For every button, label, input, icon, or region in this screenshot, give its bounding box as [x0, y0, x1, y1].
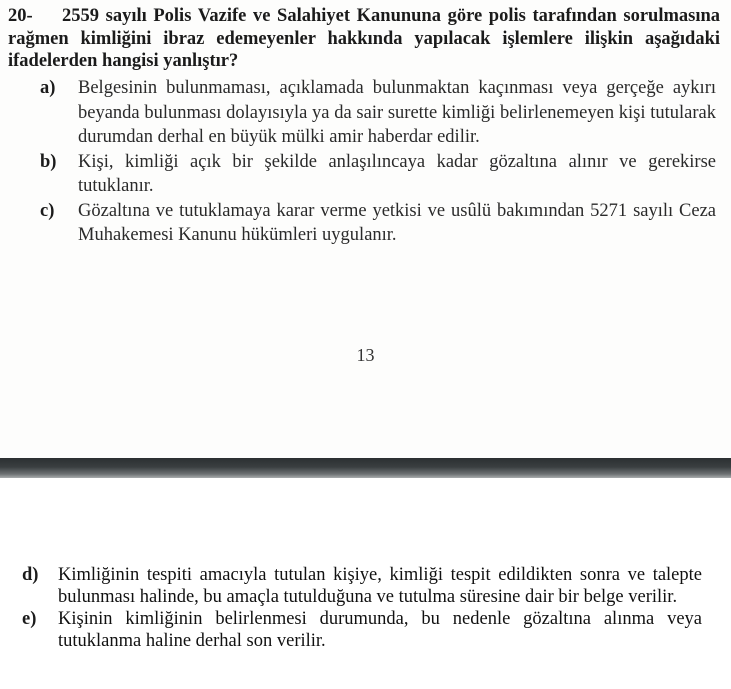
option-b: [40, 150, 716, 199]
option-c: [40, 199, 716, 248]
option-text: Gözaltına ve tutuklamaya karar verme yetkisi ve usûlü bakımından 5271 sayılı Ceza Muhakemesi Kanunu hükümleri uygulanır.: [78, 200, 716, 245]
option-letter: c): [40, 200, 55, 221]
option-text: Kişinin kimliğinin belirlenmesi durumunda, bu nedenle gözaltına alınma veya tutuklanma haline derhal son verilir.: [58, 609, 702, 651]
question-number: 20-: [8, 6, 33, 26]
options-list-upper: [40, 76, 716, 248]
option-d: [22, 565, 702, 608]
option-e: [22, 609, 702, 652]
option-letter: a): [40, 78, 56, 98]
option-letter: b): [40, 151, 57, 172]
option-letter: d): [22, 565, 39, 585]
question-stem: [8, 5, 720, 73]
page-break-divider: [0, 458, 731, 478]
option-text: Kişi, kimliği açık bir şekilde anlaşılıncaya kadar gözaltına alınır ve gerekirse tutuklanır.: [78, 151, 716, 196]
option-letter: e): [22, 609, 37, 629]
option-text: Belgesinin bulunmaması, açıklamada bulunmaktan kaçınması veya gerçeğe aykırı beyanda bulunması dolayısıyla ya da sair surette kimliği belirlenemeyen kişi tutularak durumdan derhal en büyük mülki amir haberdar edilir.: [78, 78, 716, 147]
option-text: Kimliğinin tespiti amacıyla tutulan kişiye, kimliği tespit edildikten sonra ve talepte bulunması halinde, bu amaçla tutulduğuna ve tutulma süresine dair bir belge verilir.: [58, 565, 702, 607]
option-a: [40, 76, 716, 150]
question-text: 2559 sayılı Polis Vazife ve Salahiyet Kanununa göre polis tarafından sorulmasına rağmen kimliğini ibraz edemeyenler hakkında yapılacak işlemlere ilişkin aşağıdaki ifadelerden hangisi yanlıştır?: [8, 6, 720, 71]
options-list-lower: [22, 565, 702, 653]
page-number: 13: [356, 345, 375, 365]
